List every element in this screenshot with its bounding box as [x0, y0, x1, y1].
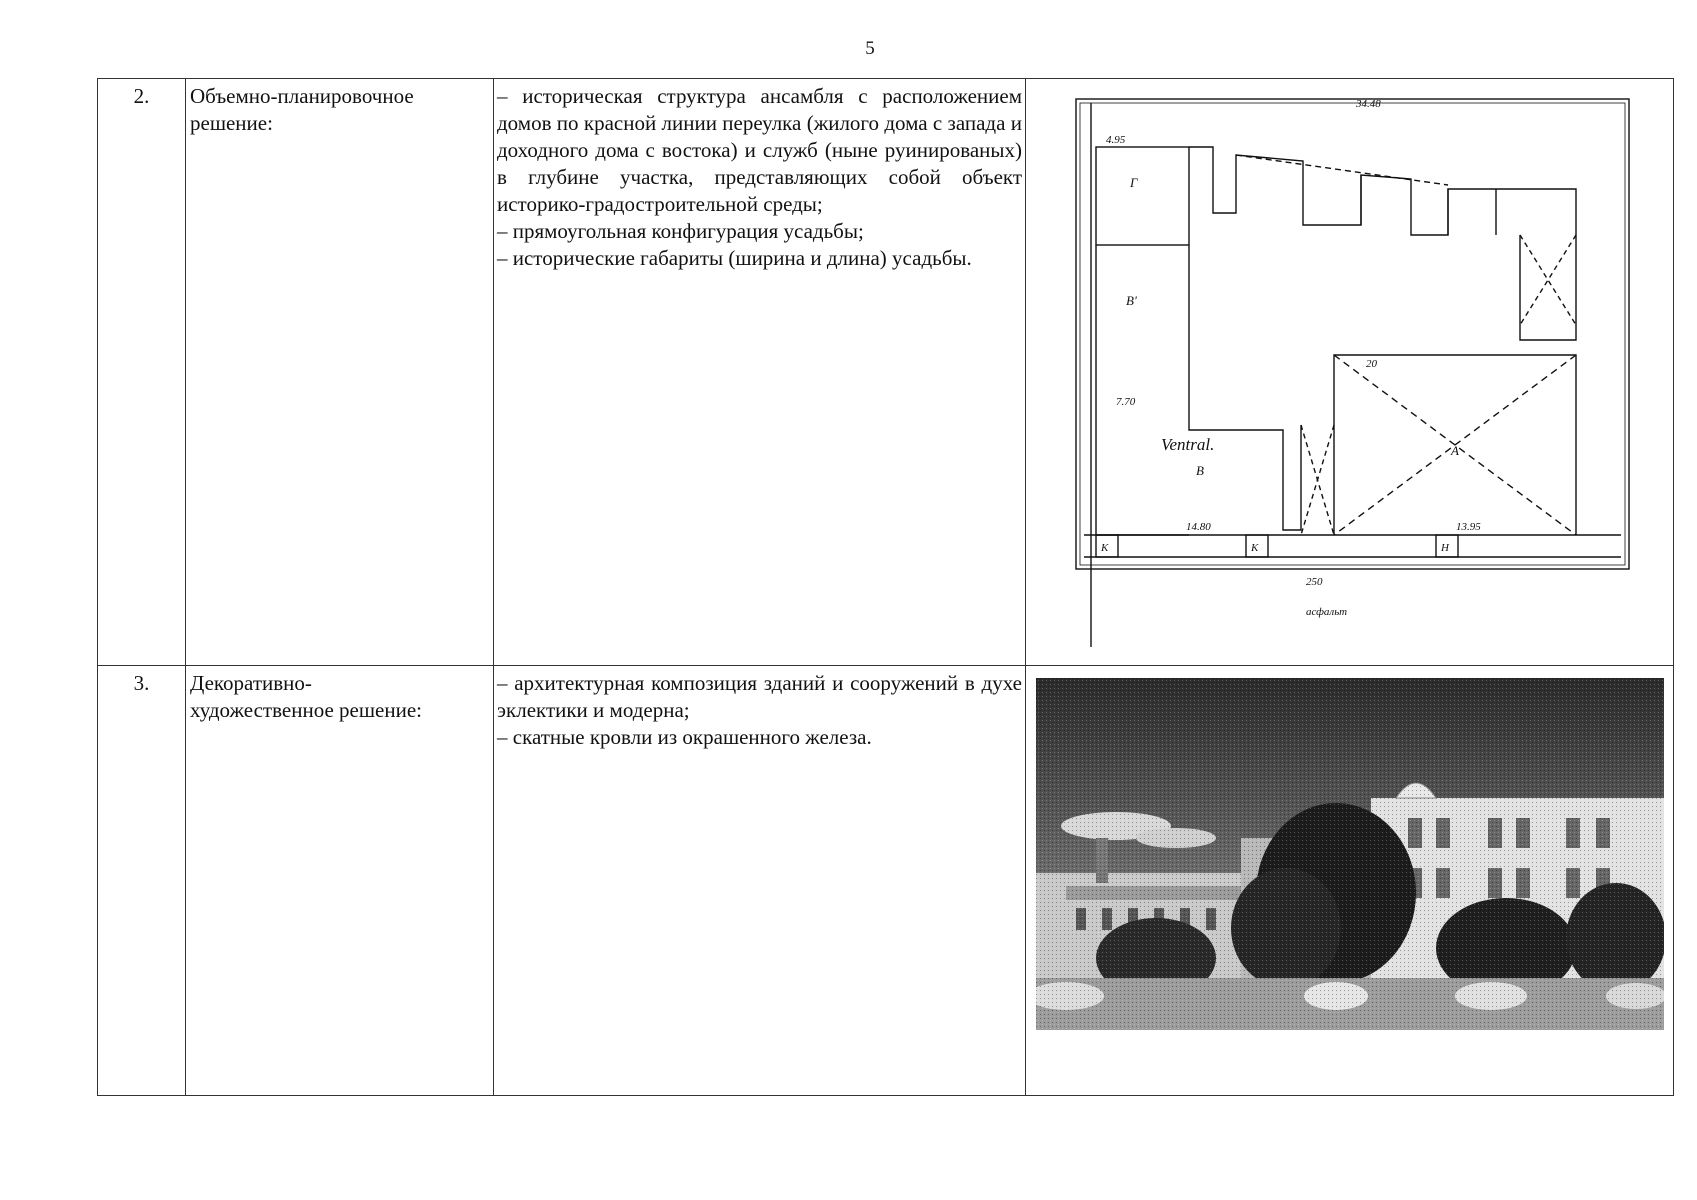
row-number: 2.: [98, 79, 186, 666]
building-label-v: В: [1196, 463, 1204, 478]
street-note: асфальт: [1306, 606, 1348, 618]
feature-description: [494, 666, 1026, 1096]
description-item: – исторические габариты (ширина и длина) усадьбы.: [497, 246, 972, 270]
page-number: 5: [865, 38, 875, 59]
building-label-v1: В': [1126, 293, 1137, 308]
feature-label: [186, 79, 494, 666]
site-plan-cell: [1026, 79, 1674, 666]
label-line: художественное решение:: [190, 698, 422, 722]
description-item: – прямоугольная конфигурация усадьбы;: [497, 219, 864, 243]
dimension-label: 7.70: [1116, 396, 1136, 408]
handwritten-note: Ventral.: [1161, 435, 1215, 454]
dimension-label: 20: [1366, 358, 1377, 370]
dimension-label: 4.95: [1106, 134, 1126, 146]
features-table: [97, 78, 1674, 1096]
description-item: – историческая структура ансамбля с расположением домов по красной линии переулка (жилого дома с запада и доходного дома с востока) и служб (ныне руинированых) в глубине участка, представляющих собой объект историко-градостроительной среды;: [497, 84, 1022, 216]
label-line: Объемно-планировочное: [190, 84, 414, 108]
building-label-a: А: [1451, 443, 1459, 458]
table-row: [98, 79, 1674, 666]
label-line: Декоративно-: [190, 671, 312, 695]
site-plan-drawing: [1066, 95, 1636, 655]
dimension-label: 250: [1306, 576, 1323, 588]
kiosk-label: К: [1251, 542, 1259, 554]
dimension-label: 14.80: [1186, 521, 1211, 533]
row-number: 3.: [98, 666, 186, 1096]
feature-label: [186, 666, 494, 1096]
kiosk-label: К: [1101, 542, 1109, 554]
feature-description: [494, 79, 1026, 666]
photo-cell: [1026, 666, 1674, 1096]
label-line: решение:: [190, 111, 273, 135]
description-item: – архитектурная композиция зданий и сооружений в духе эклектики и модерна;: [497, 671, 1022, 722]
top-dimension: 34.48: [1356, 98, 1381, 110]
building-label-g: Г: [1130, 175, 1138, 190]
dimension-label: 13.95: [1456, 521, 1481, 533]
building-photo: [1036, 678, 1664, 1030]
description-item: – скатные кровли из окрашенного железа.: [497, 725, 872, 749]
kiosk-label-n: Н: [1441, 542, 1449, 554]
table-row: [98, 666, 1674, 1096]
